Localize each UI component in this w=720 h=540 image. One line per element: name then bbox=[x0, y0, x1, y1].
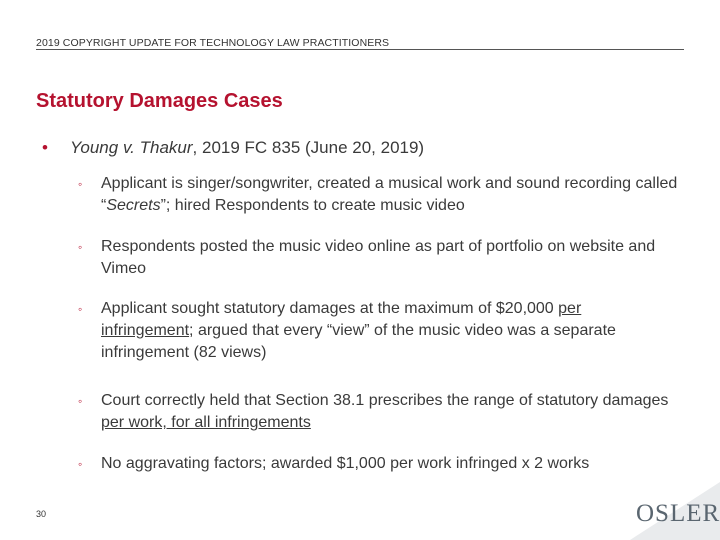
point-1-text-end: ”; hired Respondents to create music video bbox=[160, 197, 465, 214]
point-5-text: No aggravating factors; awarded $1,000 per work infringed x 2 works bbox=[101, 455, 590, 472]
sub-bullet-marker: ◦ bbox=[78, 394, 83, 408]
sub-point-4 bbox=[78, 390, 678, 434]
sub-bullet-marker: ◦ bbox=[78, 177, 83, 191]
sub-bullet-marker: ◦ bbox=[78, 240, 83, 254]
sub-point-1 bbox=[78, 173, 678, 217]
header-text: 2019 COPYRIGHT UPDATE FOR TECHNOLOGY LAW PRACTITIONERS bbox=[36, 37, 390, 49]
sub-point-5 bbox=[78, 453, 678, 475]
header-rule bbox=[36, 49, 684, 50]
osler-logo bbox=[590, 470, 720, 540]
per-infringement-underlined: per infringement bbox=[101, 300, 582, 339]
point-4-text: Court correctly held that Section 38.1 prescribes the range of statutory damages bbox=[101, 392, 669, 409]
page-number: 30 bbox=[36, 509, 47, 519]
case-bullet bbox=[42, 138, 424, 158]
point-3-text-end: ; argued that every “view” of the music video was a separate infringement (82 views) bbox=[101, 322, 616, 361]
bullet-dot: • bbox=[42, 138, 48, 157]
case-name: Young v. Thakur bbox=[70, 138, 193, 157]
case-citation: , 2019 FC 835 (June 20, 2019) bbox=[192, 138, 425, 157]
sub-point-3 bbox=[78, 298, 678, 364]
song-title: Secrets bbox=[106, 197, 161, 214]
osler-logo-text: OSLER bbox=[636, 500, 720, 527]
per-work-underlined: per work, for all infringements bbox=[101, 414, 311, 431]
sub-bullet-marker: ◦ bbox=[78, 457, 83, 471]
sub-bullet-marker: ◦ bbox=[78, 302, 83, 316]
point-1-text: Applicant is singer/songwriter, created a musical work and sound recording called “ bbox=[101, 175, 678, 214]
point-2-text: Respondents posted the music video online as part of portfolio on website and Vimeo bbox=[101, 238, 656, 277]
point-3-text: Applicant sought statutory damages at the maximum of $20,000 bbox=[101, 300, 559, 317]
sub-point-2 bbox=[78, 236, 678, 280]
slide-title: Statutory Damages Cases bbox=[36, 90, 283, 112]
